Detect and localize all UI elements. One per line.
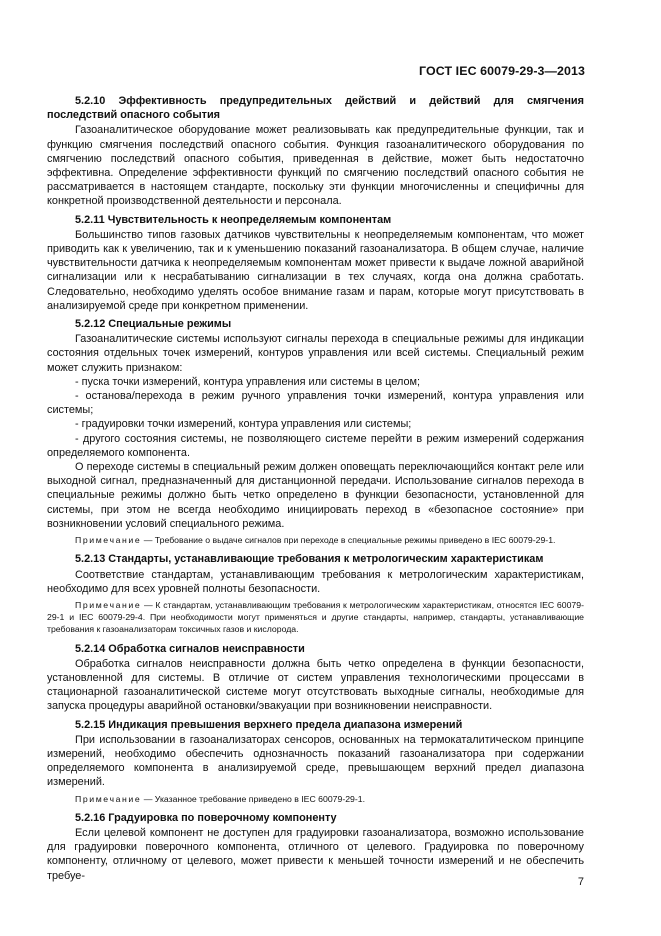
paragraph: О переходе системы в специальный режим должен оповещать переключающийся контакт реле или выходной сигнал, предназначенный для дистанционной передачи. Использование сигналов перехода в специальные режимы должно быть четко определено в функции безопасности, установленной для системы, при этом не всегда необходимо инициировать переход в «безопасное состояние» при возникновении условий специального режима. (47, 461, 584, 530)
page-content (47, 94, 584, 883)
paragraph: Большинство типов газовых датчиков чувствительны к неопределяемым компонентам, что может приводить как к увеличению, так и к уменьшению показаний газоанализатора. В общем случае, наличие чувствительности датчика к неопределяемым компонентам может привести к выдаче ложной аварийной сигнализации или к несрабатыванию сигнализации в тех случаях, когда она должна сработать. Следовательно, необходимо уделять особое внимание газам и парам, которые могут присутствовать в анализируемой среде при конкретном применении. (47, 228, 584, 312)
note-text: — Требование о выдаче сигналов при переходе в специальные режимы приведено в IEC 60079-29-1. (141, 535, 556, 546)
note (47, 534, 584, 546)
page-number: 7 (577, 876, 584, 888)
section-heading-5-2-16: 5.2.16 Градуировка по поверочному компоненту (75, 811, 337, 824)
note (47, 793, 584, 805)
section-heading-5-2-12: 5.2.12 Специальные режимы (75, 318, 232, 331)
note-label: Примечание (75, 535, 142, 546)
note-text: — Указанное требование приведено в IEC 60079-29-1. (141, 793, 366, 804)
section-heading-5-2-10: 5.2.10 Эффективность предупредительных действий и действий для смягчения последствий опасного события (47, 95, 584, 122)
paragraph: Газоаналитическое оборудование может реализовывать как предупредительные функции, так и функцию смягчения последствий опасного события. Функция газоаналитического оборудования по смягчению последствий опасного события, приведенная в действие, может быть недостаточно эффективна. Определение эффективности функций по смягчению последствий опасного события не рассматривается в настоящем стандарте, поскольку эти функции многочисленны и специфичны для конкретной производственной деятельности и персонала. (47, 124, 584, 208)
paragraph: Если целевой компонент не доступен для градуировки газоанализатора, возможно использование для градуировки поверочного компонента, отличного от целевого. Градуировка по поверочному компоненту, отличному от целевого, может привести к меньшей точности измерений и не обеспечить требуе- (47, 826, 584, 882)
document-header: ГОСТ IEC 60079-29-3—2013 (419, 64, 585, 78)
section-heading-5-2-14: 5.2.14 Обработка сигналов неисправности (75, 642, 305, 655)
list-item: - останова/перехода в режим ручного управления точки измерений, контура управления или системы; (47, 390, 584, 417)
note-label: Примечание (75, 599, 142, 610)
section-heading-5-2-11: 5.2.11 Чувствительность к неопределяемым компонентам (75, 213, 392, 226)
note-text: — К стандартам, устанавливающим требования к метрологическим характеристикам, относятся IEC 60079-29-1 и IEC 60079-29-4. При необходимости могут применяться и другие стандарты, например, стандарты, устанавливающие требования к газоанализаторам токсичных газов и кислорода. (47, 599, 584, 635)
note (47, 599, 584, 636)
paragraph: Соответствие стандартам, устанавливающим требования к метрологическим характеристикам, необходимо для всех уровней полноты безопасности. (47, 568, 584, 595)
list-item: - градуировки точки измерений, контура управления или системы; (75, 418, 412, 431)
list-item: - другого состояния системы, не позволяющего системе перейти в режим измерений содержания определяемого компонента. (47, 432, 584, 459)
paragraph: Газоаналитические системы используют сигналы перехода в специальные режимы для индикации состояния отдельных точек измерений, контуров управления или всей системы. Специальный режим может служить признаком: (47, 333, 584, 374)
paragraph: Обработка сигналов неисправности должна быть четко определена в функции безопасности, установленной для системы. В отличие от систем управления технологическими процессами в стационарной газоаналитической системе могут отсутствовать выходные сигналы, необходимые для запуска процедуры аварийной остановки/эвакуации при возникновении неисправности. (47, 657, 584, 713)
paragraph: При использовании в газоанализаторах сенсоров, основанных на термокаталитическом принципе измерений, необходимо обеспечить однозначность показаний газоанализатора при содержании определяемого компонента в анализируемой среде, превышающем верхний предел диапазона измерений. (47, 733, 584, 789)
section-heading-5-2-13: 5.2.13 Стандарты, устанавливающие требования к метрологическим характеристикам (75, 553, 544, 566)
list-item: - пуска точки измерений, контура управления или системы в целом; (75, 375, 421, 388)
section-heading-5-2-15: 5.2.15 Индикация превышения верхнего предела диапазона измерений (75, 718, 463, 731)
note-label: Примечание (75, 793, 142, 804)
